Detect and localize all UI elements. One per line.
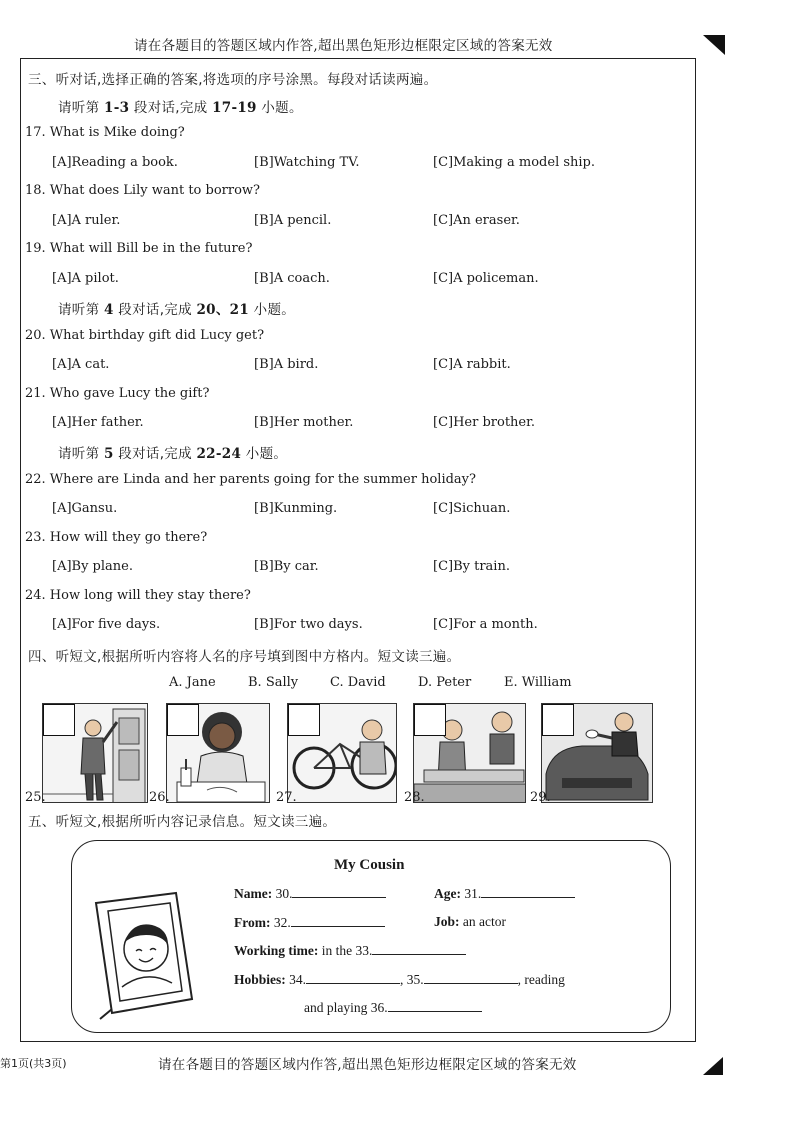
q23-option-a[interactable]: [A]By plane. xyxy=(52,559,133,574)
answer-box-29[interactable] xyxy=(542,704,574,736)
hobbies-field[interactable]: Hobbies: 34. , 35. , reading xyxy=(234,972,565,987)
q20-option-b[interactable]: [B]A bird. xyxy=(254,357,319,372)
section3-instruction-2: 请听第 4 段对话,完成 20、21 小题。 xyxy=(58,302,296,318)
q22-option-b[interactable]: [B]Kunming. xyxy=(254,501,338,516)
q23-option-b[interactable]: [B]By car. xyxy=(254,559,319,574)
answer-box-27[interactable] xyxy=(288,704,320,736)
name-option-b: B. Sally xyxy=(248,675,299,690)
question-17: 17. What is Mike doing? xyxy=(25,125,185,140)
picture-number-28: 28. xyxy=(404,790,425,805)
answer-box-28[interactable] xyxy=(414,704,446,736)
corner-mark-top xyxy=(703,35,725,55)
section5-title: 五、听短文,根据所听内容记录信息。短文读三遍。 xyxy=(28,814,337,830)
name-option-a: A. Jane xyxy=(169,675,216,690)
q24-option-b[interactable]: [B]For two days. xyxy=(254,617,363,632)
corner-mark-bottom xyxy=(703,1057,723,1075)
answer-box-25[interactable] xyxy=(43,704,75,736)
job-field: Job: an actor xyxy=(434,914,506,929)
section3-instruction-1: 请听第 1-3 段对话,完成 17-19 小题。 xyxy=(58,100,303,116)
q21-option-b[interactable]: [B]Her mother. xyxy=(254,415,354,430)
question-22: 22. Where are Linda and her parents going for the summer holiday? xyxy=(25,472,476,487)
q17-option-b[interactable]: [B]Watching TV. xyxy=(254,155,360,170)
question-23: 23. How will they go there? xyxy=(25,530,208,545)
name-option-c: C. David xyxy=(330,675,386,690)
working-time-field[interactable]: Working time: in the 33. xyxy=(234,942,466,959)
header-notice: 请在各题目的答题区域内作答,超出黑色矩形边框限定区域的答案无效 xyxy=(134,38,553,54)
q18-option-c[interactable]: [C]An eraser. xyxy=(433,213,520,228)
q22-option-c[interactable]: [C]Sichuan. xyxy=(433,501,511,516)
q19-option-c[interactable]: [C]A policeman. xyxy=(433,271,539,286)
question-19: 19. What will Bill be in the future? xyxy=(25,241,253,256)
q17-option-a[interactable]: [A]Reading a book. xyxy=(52,155,178,170)
cousin-info-card xyxy=(71,840,671,1033)
photo-frame-icon xyxy=(92,891,202,1021)
picture-number-27: 27. xyxy=(276,790,297,805)
picture-28 xyxy=(413,703,526,803)
q24-option-c[interactable]: [C]For a month. xyxy=(433,617,538,632)
q24-option-a[interactable]: [A]For five days. xyxy=(52,617,161,632)
q19-option-b[interactable]: [B]A coach. xyxy=(254,271,330,286)
footer-notice: 请在各题目的答题区域内作答,超出黑色矩形边框限定区域的答案无效 xyxy=(158,1057,577,1073)
q23-option-c[interactable]: [C]By train. xyxy=(433,559,510,574)
section3-title: 三、听对话,选择正确的答案,将选项的序号涂黑。每段对话读两遍。 xyxy=(28,72,438,88)
picture-number-29: 29. xyxy=(530,790,551,805)
name-option-e: E. William xyxy=(504,675,572,690)
picture-27 xyxy=(287,703,397,803)
picture-26 xyxy=(166,703,270,803)
section4-title: 四、听短文,根据所听内容将人名的序号填到图中方格内。短文读三遍。 xyxy=(28,649,461,665)
question-24: 24. How long will they stay there? xyxy=(25,588,251,603)
q22-option-a[interactable]: [A]Gansu. xyxy=(52,501,118,516)
question-18: 18. What does Lily want to borrow? xyxy=(25,183,261,198)
page-label: 第1页(共3页) xyxy=(0,1057,67,1070)
picture-number-25: 25. xyxy=(25,790,46,805)
section3-instruction-3: 请听第 5 段对话,完成 22-24 小题。 xyxy=(58,446,288,462)
card-title: My Cousin xyxy=(334,857,405,873)
name-field[interactable]: Name: 30. xyxy=(234,885,386,902)
picture-number-26: 26. xyxy=(149,790,170,805)
q19-option-a[interactable]: [A]A pilot. xyxy=(52,271,119,286)
picture-29 xyxy=(541,703,653,803)
q21-option-c[interactable]: [C]Her brother. xyxy=(433,415,536,430)
from-field[interactable]: From: 32. xyxy=(234,914,385,931)
q18-option-a[interactable]: [A]A ruler. xyxy=(52,213,121,228)
picture-25 xyxy=(42,703,148,803)
q17-option-c[interactable]: [C]Making a model ship. xyxy=(433,155,596,170)
q20-option-c[interactable]: [C]A rabbit. xyxy=(433,357,511,372)
q18-option-b[interactable]: [B]A pencil. xyxy=(254,213,332,228)
q20-option-a[interactable]: [A]A cat. xyxy=(52,357,110,372)
question-21: 21. Who gave Lucy the gift? xyxy=(25,386,210,401)
name-option-d: D. Peter xyxy=(418,675,472,690)
answer-box-26[interactable] xyxy=(167,704,199,736)
question-20: 20. What birthday gift did Lucy get? xyxy=(25,328,265,343)
age-field[interactable]: Age: 31. xyxy=(434,885,575,902)
q21-option-a[interactable]: [A]Her father. xyxy=(52,415,144,430)
playing-field[interactable]: and playing 36. xyxy=(304,999,482,1016)
